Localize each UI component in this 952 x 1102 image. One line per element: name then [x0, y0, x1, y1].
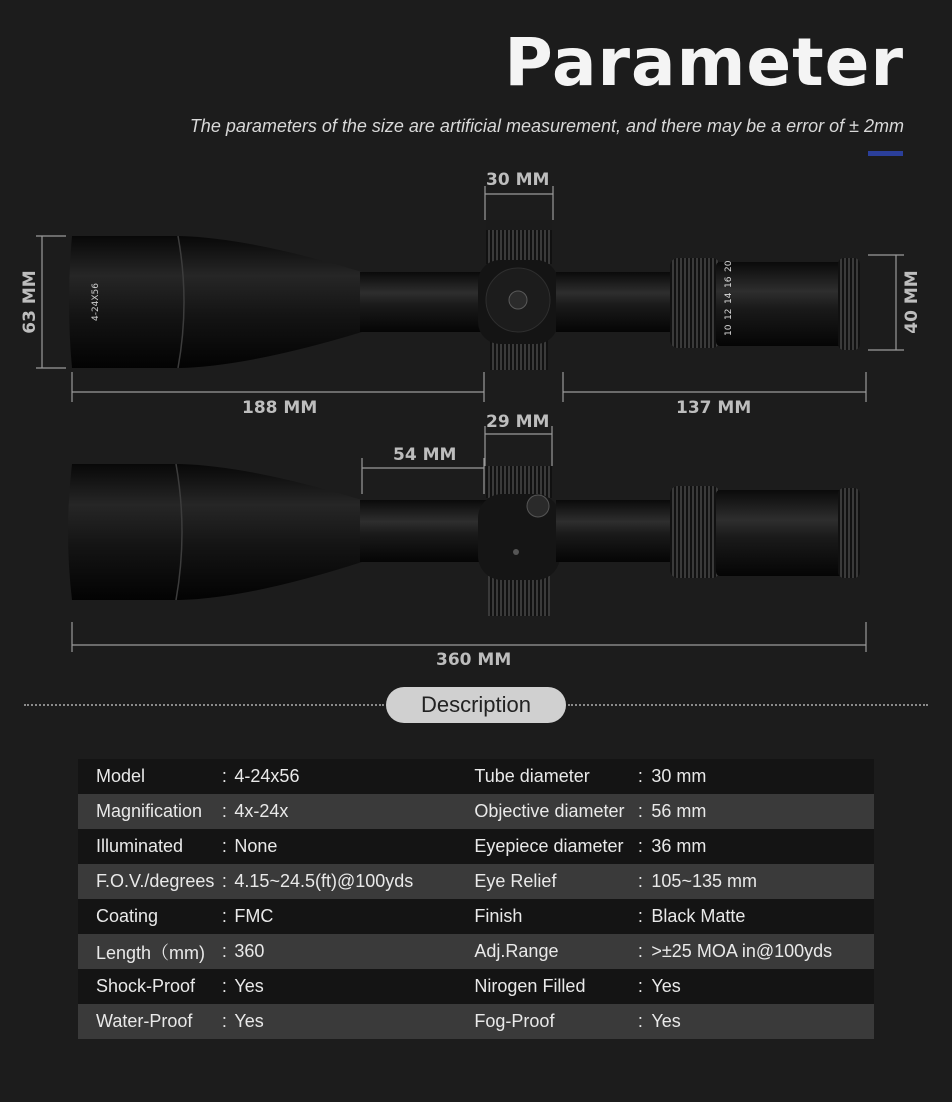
- scope-top-view: [69, 220, 860, 370]
- spec-row: [78, 829, 874, 864]
- spec-colon: :: [637, 941, 643, 961]
- spec-key: Objective diameter: [474, 801, 625, 821]
- mag-mark: 14: [724, 292, 734, 304]
- dim-turret-width-top: 30 MM: [486, 170, 550, 190]
- spec-colon: :: [221, 801, 227, 821]
- spec-colon: :: [637, 766, 643, 786]
- dim-rear-length: 137 MM: [676, 398, 752, 418]
- spec-key: Shock-Proof: [96, 976, 196, 996]
- spec-row: [78, 969, 874, 1004]
- spec-row: [78, 1004, 874, 1039]
- spec-key: Tube diameter: [474, 766, 590, 786]
- dim-front-length: 188 MM: [242, 398, 318, 418]
- spec-colon: :: [221, 976, 227, 996]
- accent-bar: [868, 151, 903, 156]
- spec-key: Adj.Range: [474, 941, 559, 961]
- scope-drawings: [0, 160, 952, 680]
- spec-value: Yes: [234, 1011, 264, 1031]
- spec-value: >±25 MOA in@100yds: [651, 941, 833, 961]
- spec-key: F.O.V./degrees: [96, 871, 215, 891]
- description-badge: Description: [386, 687, 566, 723]
- spec-colon: :: [637, 1011, 643, 1031]
- spec-value: FMC: [234, 906, 274, 926]
- dim-eyepiece-height: 40 MM: [902, 270, 922, 334]
- spec-value: 4x-24x: [234, 801, 289, 821]
- spec-colon: :: [221, 906, 227, 926]
- spec-value: Yes: [234, 976, 264, 996]
- scope-side-view: [68, 464, 860, 616]
- spec-row: [78, 934, 874, 969]
- spec-key: Eye Relief: [474, 871, 557, 891]
- spec-value: None: [234, 836, 278, 856]
- spec-row: [78, 794, 874, 829]
- scope-model-marking: 4-24X56: [91, 282, 101, 322]
- mag-mark: 12: [724, 308, 734, 320]
- spec-row: [78, 864, 874, 899]
- spec-value: 56 mm: [651, 801, 707, 821]
- spec-value: Yes: [651, 1011, 681, 1031]
- spec-key: Magnification: [96, 801, 203, 821]
- spec-key: Model: [96, 766, 146, 786]
- spec-colon: :: [637, 836, 643, 856]
- spec-key: Fog-Proof: [474, 1011, 555, 1031]
- dim-turret-offset: 54 MM: [393, 445, 457, 465]
- mag-mark: 20: [724, 260, 734, 272]
- spec-key: Water-Proof: [96, 1011, 193, 1031]
- dim-total-length: 360 MM: [436, 650, 512, 670]
- spec-value: Black Matte: [651, 906, 746, 926]
- spec-value: 4-24x56: [234, 766, 300, 786]
- spec-key: Eyepiece diameter: [474, 836, 624, 856]
- spec-value: 30 mm: [651, 766, 707, 786]
- dim-objective-height: 63 MM: [20, 270, 40, 334]
- page-subtitle: The parameters of the size are artificial measurement, and there may be a error of ± 2mm: [189, 116, 904, 136]
- spec-value: Yes: [651, 976, 681, 996]
- spec-key: Finish: [474, 906, 523, 926]
- spec-colon: :: [637, 801, 643, 821]
- spec-colon: :: [221, 836, 227, 856]
- spec-row: [78, 899, 874, 934]
- spec-key: Nirogen Filled: [474, 976, 586, 996]
- spec-value: 4.15~24.5(ft)@100yds: [234, 871, 414, 891]
- divider-right: [568, 704, 928, 706]
- spec-value: 105~135 mm: [651, 871, 757, 891]
- mag-mark: 10: [724, 324, 734, 336]
- page-title: Parameter: [504, 24, 904, 101]
- spec-colon: :: [221, 1011, 227, 1031]
- spec-key: Length（mm): [96, 942, 206, 963]
- spec-value: 36 mm: [651, 836, 707, 856]
- spec-colon: :: [637, 976, 643, 996]
- spec-key: Coating: [96, 906, 159, 926]
- spec-colon: :: [221, 766, 227, 786]
- spec-value: 360: [234, 941, 265, 961]
- spec-row: [78, 759, 874, 794]
- magnification-marks: [724, 260, 734, 336]
- spec-table: [78, 759, 874, 1039]
- dim-turret-width-bottom: 29 MM: [486, 412, 550, 432]
- spec-colon: :: [221, 941, 227, 961]
- spec-key: Illuminated: [96, 836, 184, 856]
- spec-colon: :: [637, 906, 643, 926]
- divider-left: [24, 704, 384, 706]
- spec-colon: :: [221, 871, 227, 891]
- spec-colon: :: [637, 871, 643, 891]
- mag-mark: 16: [724, 276, 734, 288]
